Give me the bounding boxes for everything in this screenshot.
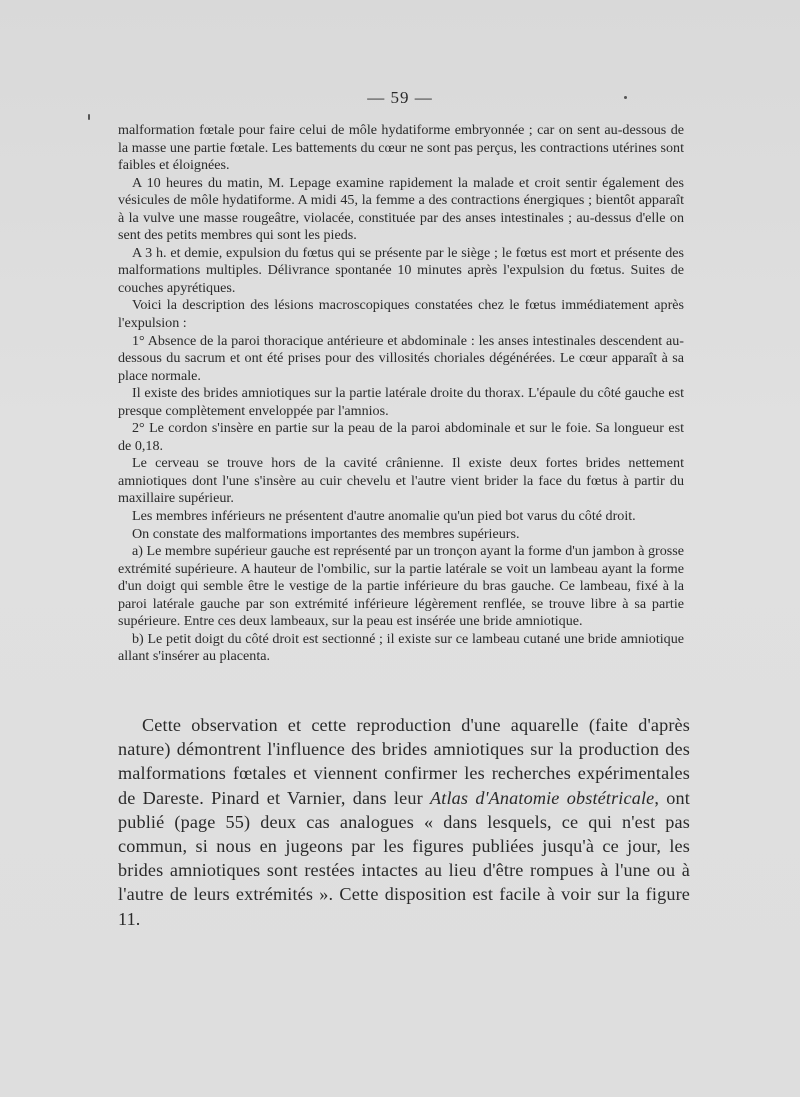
observation-paragraph-5: 1° Absence de la paroi thoracique antérieure et abdominale : les anses intestinales descendent au-dessous du sacrum et ont été prises pour des villosités choriales dégénérées. Le cœur apparaît à sa place normale. (118, 332, 684, 384)
observation-paragraph-11: a) Le membre supérieur gauche est représenté par un tronçon ayant la forme d'un jambon à grosse extrémité supérieure. A hauteur de l'ombilic, sur la partie latérale se voit un lambeau ayant la forme d'un doigt qui semble être le vestige de la partie inférieure du bras gauche. Ce lambeau, fixé à la paroi latérale gauche par son extrémité inférieure légèrement renflée, se trouve libre à sa partie supérieure. Entre ces deux lambeaux, sur la peau est insérée une bride amniotique. (118, 543, 684, 630)
observation-paragraph-4: Voici la description des lésions macroscopiques constatées chez le fœtus immédiatement après l'expulsion : (118, 297, 684, 332)
observation-paragraph-6: Il existe des brides amniotiques sur la partie latérale droite du thorax. L'épaule du côté gauche est presque complètement enveloppée par l'amnios. (118, 385, 684, 419)
page-number: — 59 — (367, 88, 433, 107)
observation-paragraph-2: A 10 heures du matin, M. Lepage examine rapidement la malade et croit sentir également des vésicules de môle hydatiforme. A midi 45, la femme a des contractions énergiques ; bientôt apparaît à la vulve une masse rougeâtre, violacée, constituée par des anses intestinales ; au-dessus d'elle on sent des petits membres qui sont les pieds. (118, 174, 684, 244)
observation-text (118, 122, 684, 666)
observation-paragraph-7: 2° Le cordon s'insère en partie sur la peau de la paroi abdominale et sur le foie. Sa longueur est de 0,18. (118, 420, 684, 454)
commentary-text (118, 713, 690, 931)
commentary-text-before: Cette observation et cette reproduction d'une aquarelle (faite d'après nature) démontrent l'influence des brides amniotiques sur la production des malformations fœtales et viennent confirmer les recherches expérimentales de Dareste. Pinard et Varnier, dans leur (118, 715, 690, 808)
observation-paragraph-8: Le cerveau se trouve hors de la cavité crânienne. Il existe deux fortes brides nettement amniotiques dont l'une s'insère au cuir chevelu et l'autre vient brider la face du fœtus à partir du maxillaire supérieur. (118, 455, 684, 507)
observation-paragraph-9: Les membres inférieurs ne présentent d'autre anomalie qu'un pied bot varus du côté droit. (132, 508, 636, 525)
commentary-paragraph (118, 713, 690, 931)
scan-speck (88, 114, 90, 120)
observation-paragraph-10: On constate des malformations importantes des membres supérieurs. (132, 525, 520, 542)
observation-paragraph-12: b) Le petit doigt du côté droit est sectionné ; il existe sur ce lambeau cutané une bride amniotique allant s'insérer au placenta. (118, 630, 684, 665)
commentary-text-after: , ont publié (page 55) deux cas analogues « dans lesquels, ce qui n'est pas commun, si nous en jugeons par les figures publiées jusqu'à ce jour, les brides amniotiques sont restées intactes au lieu d'être rompues à l'une ou à l'autre de leurs extrémités ». Cette disposition est facile à voir sur la figure 11. (118, 787, 690, 929)
atlas-title: Atlas d'Anatomie obstétricale (430, 787, 655, 808)
observation-paragraph-1: malformation fœtale pour faire celui de môle hydatiforme embryonnée ; car on sent au-dessous de la masse une partie fœtale. Les battements du cœur ne sont pas perçus, les contractions utérines sont faibles et éloignées. (118, 122, 684, 174)
scan-speck (624, 96, 627, 99)
observation-paragraph-3: A 3 h. et demie, expulsion du fœtus qui se présente par le siège ; le fœtus est mort et présente des malformations multiples. Délivrance spontanée 10 minutes après l'expulsion du fœtus. Suites de couches apyrétiques. (118, 244, 684, 296)
